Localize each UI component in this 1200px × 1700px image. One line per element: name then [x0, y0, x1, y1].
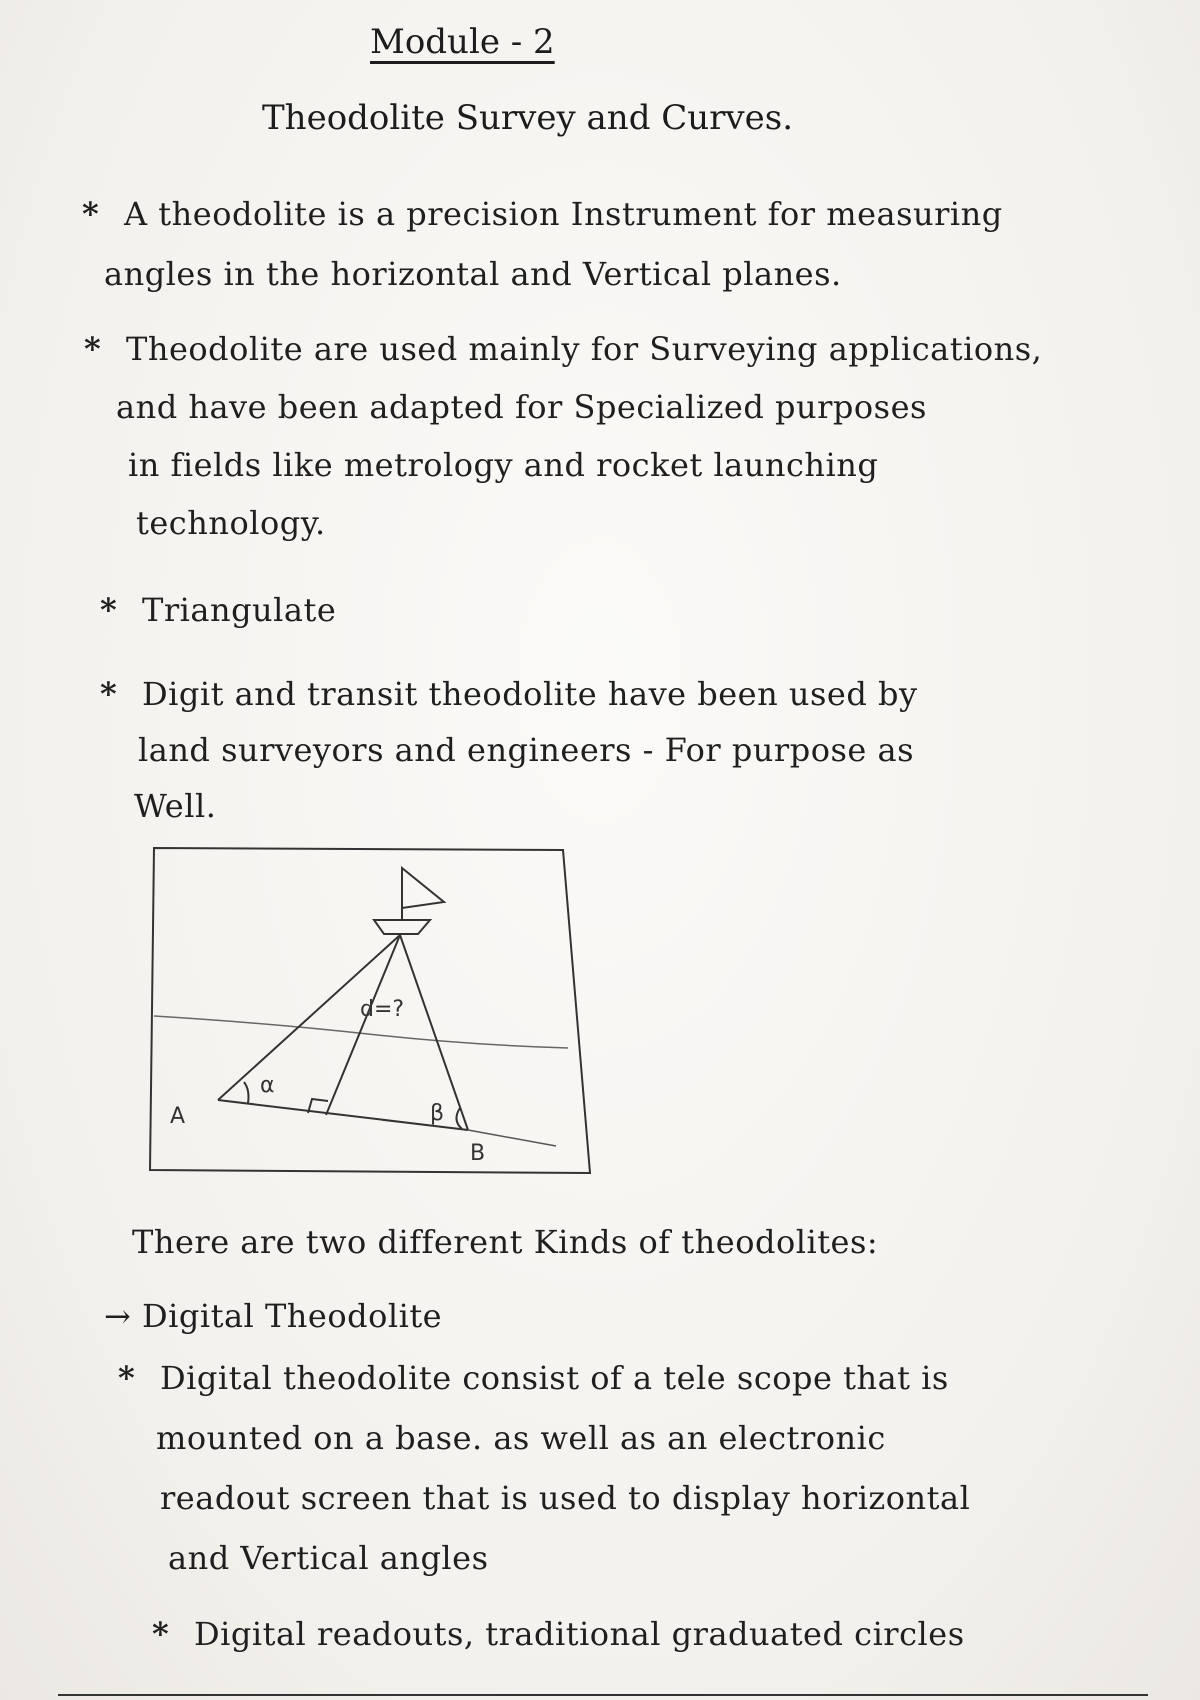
bullet-line: and have been adapted for Specialized purposes — [116, 388, 927, 426]
bullet-line: Triangulate — [142, 591, 337, 629]
bullet-line: and Vertical angles — [168, 1539, 489, 1577]
digital-theodolite-heading: → Digital Theodolite — [104, 1297, 443, 1335]
bullet-line: mounted on a base. as well as an electronic — [156, 1419, 886, 1457]
triangulation-diagram — [148, 838, 592, 1178]
bullet-mark: * — [152, 1615, 170, 1653]
bullet-line: Digital theodolite consist of a tele scope that is — [160, 1359, 949, 1397]
bullet-triangulate — [100, 580, 336, 640]
bullet-digital-readouts — [152, 1604, 965, 1664]
bullet-uses — [84, 320, 1042, 552]
triangulation-figure — [148, 838, 592, 1178]
bullet-mark: * — [118, 1359, 136, 1397]
distance-label: d=? — [360, 997, 405, 1022]
bullet-line: in fields like metrology and rocket launching — [128, 446, 879, 484]
distance-line — [326, 935, 400, 1115]
bottom-rule — [58, 1694, 1148, 1696]
bullet-line: Theodolite are used mainly for Surveying applications, — [126, 330, 1043, 368]
bullet-line: A theodolite is a precision Instrument for measuring — [124, 195, 1003, 233]
angle-beta-label: β — [430, 1101, 445, 1126]
bullet-line: readout screen that is used to display horizontal — [160, 1479, 971, 1517]
bullet-line: Digital readouts, traditional graduated circles — [194, 1615, 965, 1653]
bullet-definition — [82, 184, 1003, 304]
bullet-mark: * — [100, 591, 118, 629]
boat-icon — [374, 868, 444, 934]
bullet-digit-transit — [100, 666, 918, 834]
point-a-label: A — [170, 1104, 186, 1129]
bullet-line: angles in the horizontal and Vertical planes. — [104, 255, 842, 293]
kinds-intro: There are two different Kinds of theodolites: — [132, 1223, 879, 1261]
bullet-mark: * — [100, 675, 118, 713]
bullet-mark: * — [84, 330, 102, 368]
bullet-digital-description — [118, 1348, 970, 1588]
angle-alpha-label: α — [260, 1073, 275, 1098]
angle-alpha-arc — [244, 1082, 249, 1103]
bullet-mark: * — [82, 195, 100, 233]
bullet-line: Digit and transit theodolite have been used by — [142, 675, 918, 713]
module-title: Module - 2 — [370, 22, 555, 62]
bullet-line: technology. — [136, 504, 326, 542]
bullet-line: Well. — [134, 787, 217, 825]
point-b-label: B — [470, 1141, 486, 1166]
bullet-line: land surveyors and engineers - For purpose as — [138, 731, 914, 769]
page-title: Theodolite Survey and Curves. — [262, 98, 794, 138]
